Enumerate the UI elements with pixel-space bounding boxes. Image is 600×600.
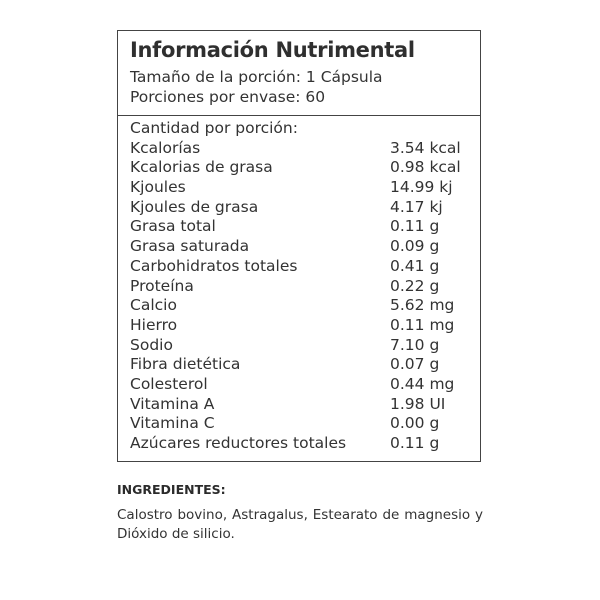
nutrient-row	[130, 336, 475, 356]
nutrient-row	[130, 158, 475, 178]
serving-size: Tamaño de la porción: 1 Cápsula	[130, 68, 383, 86]
nutrient-value: 4.17 kj	[390, 197, 443, 216]
label-title: Información Nutrimental	[130, 38, 415, 62]
nutrient-value: 14.99 kj	[390, 178, 453, 197]
nutrient-name: Proteína	[130, 276, 194, 295]
nutrient-row	[130, 355, 475, 375]
nutrient-name: Fibra dietética	[130, 355, 241, 374]
nutrient-value: 1.98 UI	[390, 394, 446, 413]
nutrition-facts-panel	[117, 30, 481, 462]
nutrient-name: Vitamina A	[130, 394, 215, 413]
nutrient-row	[130, 257, 475, 277]
nutrient-name: Kjoules de grasa	[130, 197, 259, 216]
ingredients-text: Calostro bovino, Astragalus, Estearato de magnesio y Dióxido de silicio.	[117, 507, 483, 542]
ingredients-heading: INGREDIENTES:	[117, 482, 226, 497]
nutrient-row	[130, 198, 475, 218]
nutrient-value: 0.11 mg	[390, 315, 455, 334]
nutrient-value: 0.22 g	[390, 276, 440, 295]
nutrient-value: 0.41 g	[390, 256, 440, 275]
servings-per-container: Porciones por envase: 60	[130, 88, 326, 106]
nutrient-value: 0.11 g	[390, 217, 440, 236]
nutrient-name: Kcalorias de grasa	[130, 158, 273, 177]
nutrient-row	[130, 434, 475, 454]
nutrient-name: Grasa total	[130, 217, 216, 236]
nutrient-list	[130, 119, 475, 454]
nutrient-row	[130, 316, 475, 336]
nutrient-name: Kjoules	[130, 178, 186, 197]
nutrient-row	[130, 178, 475, 198]
nutrient-value: 0.44 mg	[390, 374, 455, 393]
nutrient-row	[130, 375, 475, 395]
amount-per-serving-heading	[130, 119, 475, 139]
nutrient-name: Hierro	[130, 315, 178, 334]
nutrient-value: 0.98 kcal	[390, 158, 461, 177]
nutrient-name: Grasa saturada	[130, 237, 250, 256]
divider	[118, 115, 480, 116]
nutrient-name: Colesterol	[130, 374, 208, 393]
nutrient-row	[130, 139, 475, 159]
nutrient-name: Vitamina C	[130, 414, 215, 433]
nutrient-name: Azúcares reductores totales	[130, 434, 347, 452]
nutrient-row	[130, 237, 475, 257]
amount-per-serving-label: Cantidad por porción:	[130, 119, 298, 137]
nutrient-row	[130, 395, 475, 415]
nutrient-row	[130, 296, 475, 316]
nutrient-value: 3.54 kcal	[390, 138, 461, 157]
nutrient-value: 0.09 g	[390, 237, 440, 256]
nutrient-row	[130, 217, 475, 237]
nutrient-row	[130, 277, 475, 297]
nutrient-value: 0.07 g	[390, 355, 440, 374]
nutrient-name: Kcalorías	[130, 138, 201, 157]
nutrient-value: 0.00 g	[390, 414, 440, 433]
nutrient-value: 5.62 mg	[390, 296, 455, 315]
nutrient-name: Calcio	[130, 296, 177, 315]
nutrient-value: 0.11 g	[390, 434, 440, 452]
nutrient-name: Carbohidratos totales	[130, 256, 298, 275]
nutrient-value: 7.10 g	[390, 335, 440, 354]
nutrient-name: Sodio	[130, 335, 173, 354]
nutrient-row	[130, 414, 475, 434]
